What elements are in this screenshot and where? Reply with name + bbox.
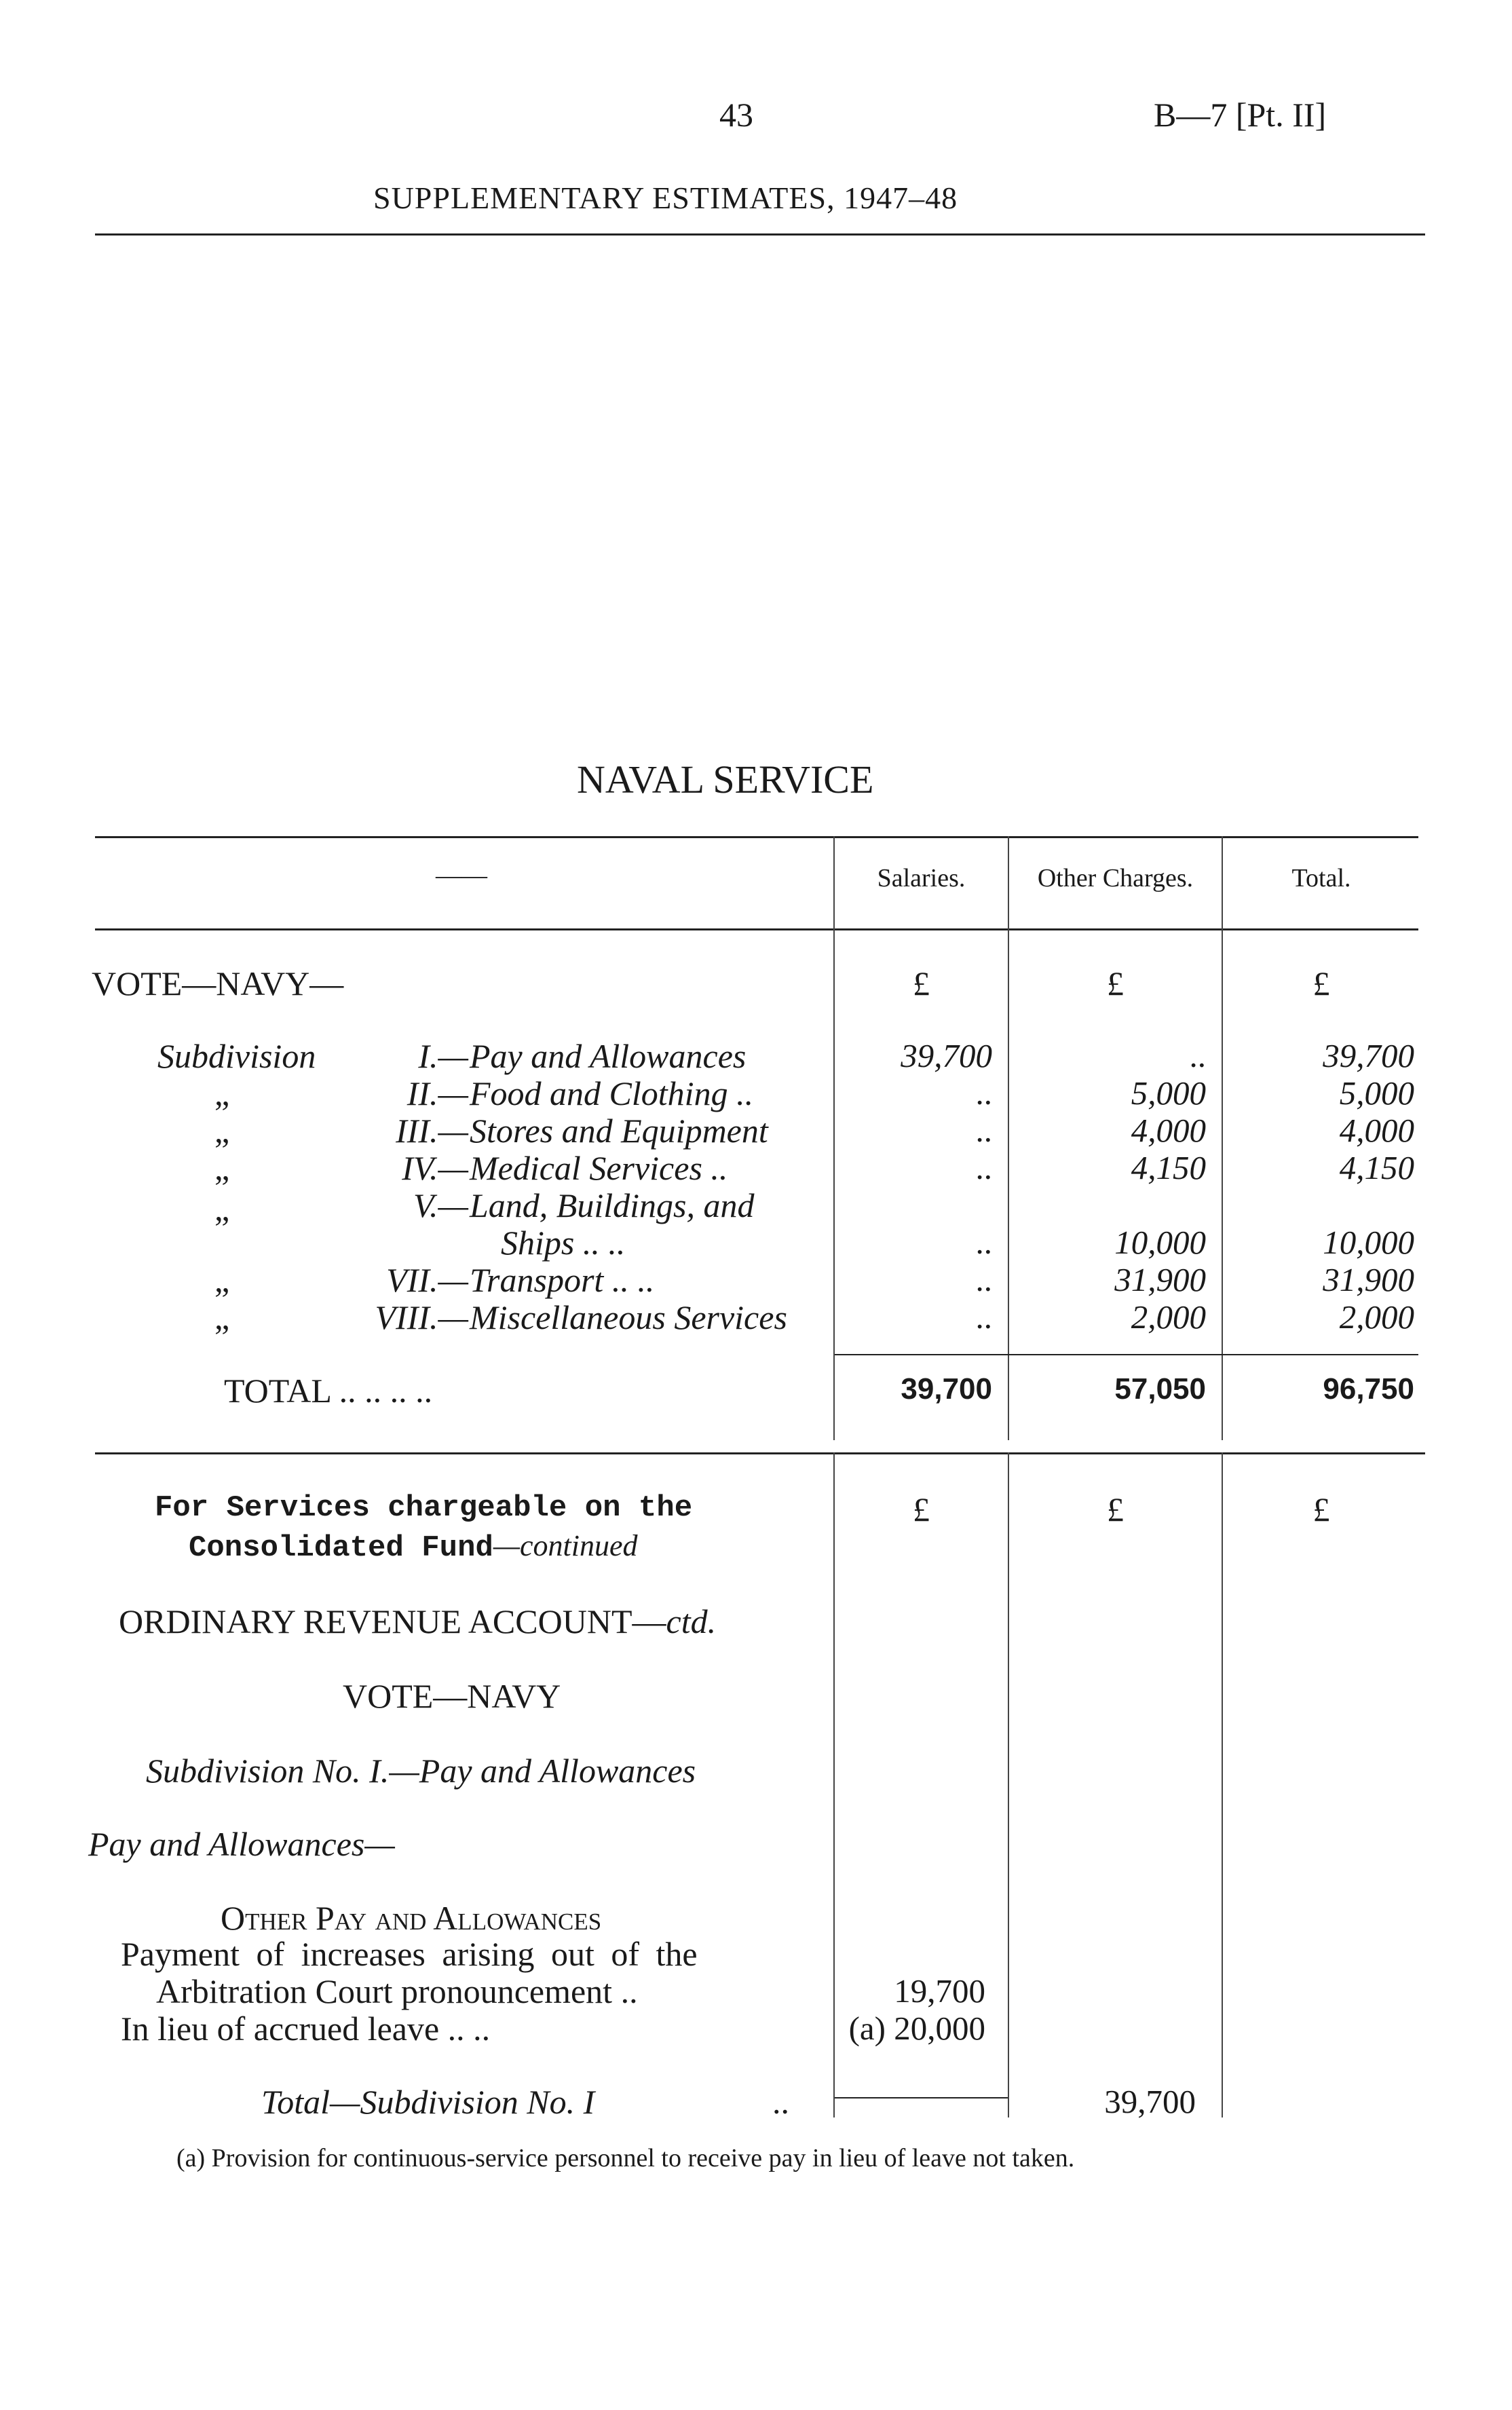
vote-heading: VOTE—NAVY [343, 1677, 561, 1715]
row-salaries: .. [975, 1149, 992, 1186]
table2-heading-line2 [189, 1528, 638, 1565]
subdivision-heading: Subdivision No. I.—Pay and Allowances [146, 1752, 696, 1790]
table2-col-divider-2 [1008, 1452, 1009, 2117]
section-title: NAVAL SERVICE [577, 757, 874, 802]
account-ctd: ctd. [666, 1602, 717, 1640]
continued-note: —continued [493, 1529, 638, 1562]
vote-label: VOTE—NAVY— [92, 964, 344, 1002]
row-title: Transport .. .. [470, 1261, 655, 1299]
total-total: 96,750 [1323, 1372, 1414, 1406]
consolidated-fund: Consolidated Fund [189, 1531, 493, 1565]
subdivision-total-dots: .. [772, 2083, 789, 2121]
col-header-salaries: Salaries. [877, 864, 966, 892]
page-title: SUPPLEMENTARY ESTIMATES, 1947–48 [373, 181, 958, 215]
row-title: Medical Services .. [470, 1149, 728, 1187]
row-prefix: „ [214, 1112, 230, 1150]
row-title-continued: Ships .. .. [501, 1224, 626, 1262]
row-title: Food and Clothing .. [470, 1074, 754, 1112]
row-total: 4,150 [1339, 1149, 1414, 1186]
row-other: 10,000 [1114, 1224, 1206, 1261]
subtotal-rule [835, 2097, 1008, 2098]
row-total: 5,000 [1339, 1074, 1414, 1112]
currency-total: £ [1312, 964, 1330, 1002]
row-other: 4,150 [1131, 1149, 1206, 1186]
account-label: ORDINARY REVENUE ACCOUNT— [119, 1602, 666, 1640]
row-salaries: .. [975, 1074, 992, 1112]
col-header-blank: —— [436, 861, 487, 890]
row-other: 31,900 [1114, 1261, 1206, 1298]
item1-line2: Arbitration Court pronouncement .. [156, 1972, 638, 2010]
table2-currency-salaries: £ [913, 1490, 930, 1528]
row-salaries: .. [975, 1224, 992, 1261]
table1-header-rule [95, 928, 1418, 930]
item1-line1: Payment of increases arising out of the [121, 1935, 698, 1973]
item1-value: 19,700 [894, 1972, 985, 2010]
row-prefix: Subdivision [157, 1037, 316, 1075]
row-total: 31,900 [1323, 1261, 1414, 1298]
currency-salaries: £ [913, 964, 930, 1002]
row-total: 39,700 [1323, 1037, 1414, 1074]
row-numeral: VIII.— [375, 1298, 468, 1336]
table2-currency-total: £ [1312, 1490, 1330, 1528]
item2-label: In lieu of accrued leave .. .. [121, 2010, 491, 2048]
item2-value: (a) 20,000 [848, 2010, 985, 2047]
row-salaries: .. [975, 1112, 992, 1149]
table2-col-divider-3 [1222, 1452, 1223, 2117]
row-title: Pay and Allowances [470, 1037, 746, 1075]
row-total: 10,000 [1323, 1224, 1414, 1261]
table1-top-rule [95, 836, 1418, 838]
document-reference: B—7 [Pt. II] [1154, 96, 1327, 134]
row-prefix: „ [214, 1261, 230, 1299]
table2-top-rule [95, 1452, 1425, 1454]
subdivision-total-label: Total—Subdivision No. I [261, 2083, 595, 2121]
row-numeral: II.— [407, 1074, 468, 1112]
currency-other: £ [1107, 964, 1124, 1002]
col-header-total: Total. [1291, 864, 1351, 892]
footnote: (a) Provision for continuous-service personnel to receive pay in lieu of leave not taken. [176, 2144, 1075, 2172]
page-number: 43 [719, 96, 753, 134]
row-title: Land, Buildings, and [470, 1186, 755, 1224]
row-title: Miscellaneous Services [470, 1298, 787, 1336]
row-salaries: .. [975, 1298, 992, 1336]
col-header-other-charges: Other Charges. [1037, 864, 1194, 892]
row-total: 2,000 [1339, 1298, 1414, 1336]
total-other: 57,050 [1114, 1372, 1206, 1406]
header-rule [95, 233, 1425, 236]
row-other: 2,000 [1131, 1298, 1206, 1336]
group-heading: Pay and Allowances— [88, 1825, 395, 1863]
row-other: .. [1189, 1037, 1206, 1074]
row-salaries: 39,700 [901, 1037, 992, 1074]
row-prefix: „ [214, 1298, 230, 1336]
account-heading [119, 1602, 716, 1641]
row-prefix: „ [214, 1190, 230, 1228]
subgroup-heading: Other Pay and Allowances [221, 1899, 602, 1937]
row-title: Stores and Equipment [470, 1112, 768, 1150]
row-numeral: I.— [418, 1037, 468, 1075]
total-salaries: 39,700 [901, 1372, 992, 1406]
row-other: 5,000 [1131, 1074, 1206, 1112]
row-total: 4,000 [1339, 1112, 1414, 1149]
row-salaries: .. [975, 1261, 992, 1298]
subdivision-total-value: 39,700 [1104, 2083, 1196, 2120]
table2-currency-other: £ [1107, 1490, 1124, 1528]
row-prefix: „ [214, 1149, 230, 1187]
row-numeral: V.— [413, 1186, 468, 1224]
row-numeral: VII.— [386, 1261, 468, 1299]
total-label: TOTAL .. .. .. .. [224, 1372, 433, 1410]
total-rule [835, 1354, 1418, 1355]
row-prefix: „ [214, 1074, 230, 1112]
row-numeral: III.— [396, 1112, 468, 1150]
row-numeral: IV.— [402, 1149, 468, 1187]
table2-heading: For Services chargeable on the [155, 1491, 693, 1525]
row-other: 4,000 [1131, 1112, 1206, 1149]
